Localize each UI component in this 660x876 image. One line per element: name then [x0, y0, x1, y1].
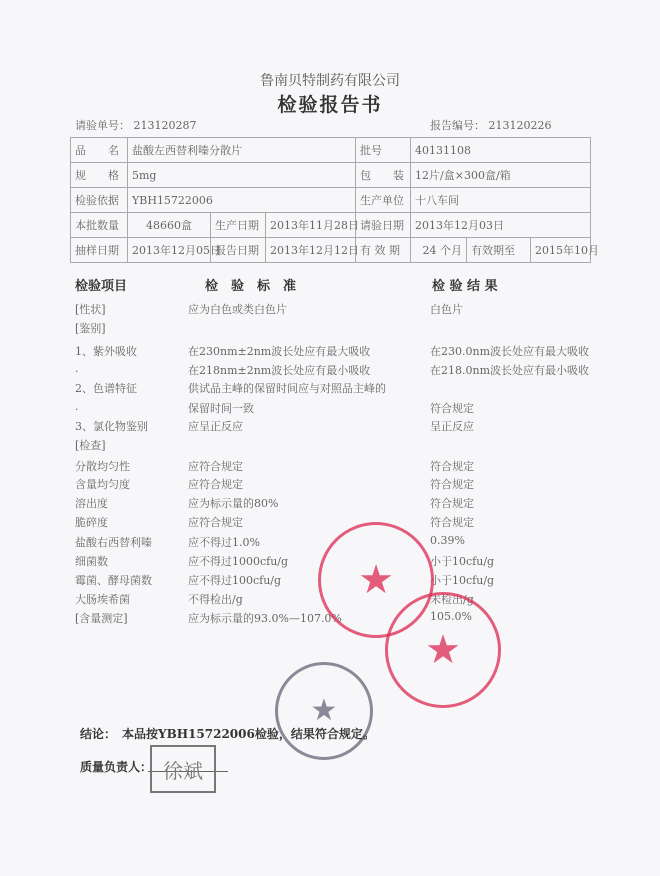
star-icon: ★ — [425, 627, 461, 673]
package: 12片/盒×300盒/箱 — [411, 163, 591, 188]
batch-number: 40131108 — [411, 138, 591, 163]
cell-label: 有 效 期 — [356, 238, 411, 263]
request-number-value: 213120287 — [133, 119, 197, 132]
row-standard: 供试品主峰的保留时间应与对照品主峰的 — [188, 382, 386, 395]
star-icon: ★ — [358, 557, 394, 603]
row-standard: 应符合规定 — [188, 478, 243, 491]
row-standard: 在218nm±2nm波长处应有最小吸收 — [188, 364, 371, 377]
document-title: 检验报告书 — [277, 94, 383, 116]
row-item: [性状] — [75, 303, 106, 316]
row-item: 含量均匀度 — [75, 478, 130, 491]
cell-label: 报告日期 — [211, 238, 266, 263]
row-item: 分散均匀性 — [75, 460, 130, 473]
row-result: 符合规定 — [430, 402, 474, 415]
row-result: 符合规定 — [430, 460, 474, 473]
row-result: 在218.0nm波长处应有最小吸收 — [430, 364, 590, 377]
row-item: 大肠埃希菌 — [75, 593, 130, 606]
star-icon: ★ — [310, 693, 338, 728]
product-name: 盐酸左西替利嗪分散片 — [128, 138, 356, 163]
row-standard: 应呈正反应 — [188, 420, 243, 433]
row-item: 3、氯化物鉴别 — [75, 420, 148, 433]
signature-stamp — [150, 745, 216, 793]
row-standard: 应不得过1.0% — [188, 536, 260, 549]
row-result: 未检出/g — [430, 593, 474, 606]
row-standard: 不得检出/g — [188, 593, 243, 606]
row-item: [鉴别] — [75, 322, 106, 335]
conclusion: 结论： 本品按YBH15722006检验，结果符合规定。 — [80, 727, 375, 741]
report-number — [430, 117, 552, 133]
row-item: [含量测定] — [75, 612, 128, 625]
row-result: 0.39% — [430, 534, 465, 547]
request-date: 2013年12月03日 — [411, 213, 591, 238]
row-standard: 应符合规定 — [188, 460, 243, 473]
row-standard: 应为白色或类白色片 — [188, 303, 287, 316]
cell-label: 抽样日期 — [71, 238, 128, 263]
row-item: 1、紫外吸收 — [75, 345, 137, 358]
validity-period: 24 个月 — [411, 238, 467, 263]
expiry-date: 2015年10月 — [531, 238, 591, 263]
row-result: 105.0% — [430, 610, 472, 623]
cell-label: 品 名 — [71, 138, 128, 163]
company-seal — [275, 662, 373, 760]
table-row — [71, 138, 591, 163]
table-row — [71, 163, 591, 188]
cell-label: 本批数量 — [71, 213, 128, 238]
cell-label: 有效期至 — [467, 238, 531, 263]
cell-label: 包 装 — [356, 163, 411, 188]
batch-quantity: 48660盒 — [128, 213, 211, 238]
table-row — [71, 213, 591, 238]
row-result: 符合规定 — [430, 516, 474, 529]
cell-label: 生产单位 — [356, 188, 411, 213]
cell-label: 生产日期 — [211, 213, 266, 238]
row-result: 呈正反应 — [430, 420, 474, 433]
signature-name: 徐斌 — [163, 758, 203, 783]
row-item: . — [75, 400, 79, 413]
row-item: 细菌数 — [75, 555, 108, 568]
table-row — [71, 188, 591, 213]
row-standard: 应不得过100cfu/g — [188, 574, 282, 587]
responsible-label: 质量负责人： — [80, 760, 153, 774]
row-item: 溶出度 — [75, 497, 108, 510]
row-result: 在230.0nm波长处应有最大吸收 — [430, 345, 590, 358]
header-result: 检 验 结 果 — [432, 279, 498, 294]
product-info-table — [70, 137, 600, 263]
row-standard: 应为标示量的80% — [188, 497, 279, 510]
cell-label: 请验日期 — [356, 213, 411, 238]
cell-label: 批号 — [356, 138, 411, 163]
row-result: 小于10cfu/g — [430, 555, 495, 568]
row-result: 符合规定 — [430, 497, 474, 510]
header-standard: 检 验 标 准 — [205, 279, 297, 294]
cell-label: 规 格 — [71, 163, 128, 188]
cell-label: 检验依据 — [71, 188, 128, 213]
production-date: 2013年11月28日 — [266, 213, 356, 238]
row-item: 2、色谱特征 — [75, 382, 137, 395]
row-item: 盐酸右西替利嗪 — [75, 536, 152, 549]
row-item: . — [75, 362, 79, 375]
row-item: [检查] — [75, 439, 106, 452]
report-number-label: 报告编号： — [430, 119, 485, 132]
row-result: 白色片 — [430, 303, 463, 316]
report-date: 2013年12月12日 — [266, 238, 356, 263]
row-item: 霉菌、酵母菌数 — [75, 574, 152, 587]
table-row — [71, 238, 591, 263]
inspection-basis: YBH15722006 — [128, 188, 356, 213]
specification: 5mg — [128, 163, 356, 188]
request-number-label: 请验单号： — [75, 119, 130, 132]
request-number — [75, 117, 197, 133]
company-name: 鲁南贝特制药有限公司 — [260, 73, 400, 89]
red-stamp-quality-dept — [385, 592, 501, 708]
row-standard: 在230nm±2nm波长处应有最大吸收 — [188, 345, 371, 358]
row-result: 小于10cfu/g — [430, 574, 495, 587]
row-standard: 保留时间一致 — [188, 402, 254, 415]
row-standard: 应不得过1000cfu/g — [188, 555, 289, 568]
row-item: 脆碎度 — [75, 516, 108, 529]
sampling-date: 2013年12月05日 — [128, 238, 211, 263]
row-standard: 应符合规定 — [188, 516, 243, 529]
row-result: 符合规定 — [430, 478, 474, 491]
header-item: 检验项目 — [75, 279, 128, 294]
report-number-value: 213120226 — [488, 119, 552, 132]
row-standard: 应为标示量的93.0%—107.0% — [188, 612, 342, 625]
production-unit: 十八车间 — [411, 188, 591, 213]
